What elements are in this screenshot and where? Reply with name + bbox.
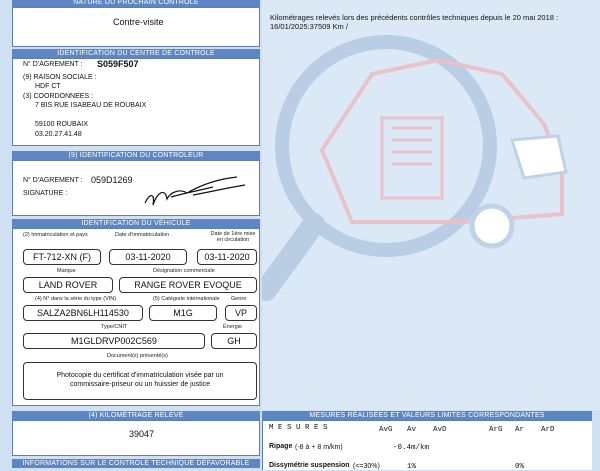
docs-line2: commissaire-priseur ou un huissier de justice — [69, 381, 211, 388]
km-value: 39047 — [129, 429, 155, 439]
history-line2: 16/01/2025:37509 Km / — [270, 22, 348, 31]
col-avg: AvG — [379, 426, 393, 434]
centre-panel — [12, 58, 260, 146]
centre-agrement-value: S059F507 — [97, 59, 139, 69]
docs-label: Document(s) présenté(s) — [107, 353, 168, 359]
centre-raison-label: (9) RAISON SOCIALE : — [23, 74, 97, 81]
controleur-agrement-value: 059D1269 — [91, 175, 133, 185]
nature-panel — [12, 7, 260, 47]
type-label: Type/CNIT — [101, 324, 128, 330]
controleur-agrement-label: N° D'AGREMENT : — [23, 177, 83, 184]
centre-phone: 03.20.27.41.48 — [35, 131, 82, 138]
history-line1: Kilométrages relevés lors des précédents contrôles techniques depuis le 20 mai 2018 : — [270, 13, 559, 22]
marque-field: LAND ROVER — [23, 277, 113, 293]
ripage-value: -0.4m/km — [393, 444, 430, 452]
genre-label: Genre — [231, 296, 247, 302]
energie-label: Énergie — [223, 324, 242, 330]
date-first-field: 03-11-2020 — [197, 249, 257, 265]
centre-address1: 7 BIS RUE ISABEAU DE ROUBAIX — [35, 102, 147, 109]
history-panel — [262, 0, 600, 410]
cat-label: (5) Catégorie internationale — [153, 296, 220, 302]
immat-label: (2) Immatriculation et pays — [23, 232, 88, 238]
centre-address2: 59100 ROUBAIX — [35, 121, 88, 128]
dissym-label: Dissymétrie suspension — [269, 462, 350, 469]
nature-value: Contre-visite — [113, 17, 164, 27]
nature-header: NATURE DU PROCHAIN CONTROLE — [12, 0, 260, 7]
centre-header: IDENTIFICATION DU CENTRE DE CONTROLE — [12, 49, 260, 58]
immat-field: FT-712-XN (F) — [23, 249, 101, 265]
dissym-av: 1% — [407, 463, 417, 471]
ripage-range: (-8 à + 8 m/km) — [295, 444, 343, 451]
mesures-title: M E S U R E S — [269, 424, 328, 432]
col-arg: ArG — [489, 426, 503, 434]
centre-raison-value: HDF CT — [35, 83, 61, 90]
vehicule-header: IDENTIFICATION DU VÉHICULE — [12, 219, 260, 228]
centre-agrement-label: N° D'AGREMENT : — [23, 61, 83, 68]
signature-image — [141, 173, 251, 209]
col-ar: Ar — [515, 426, 525, 434]
controleur-header: (9) IDENTIFICATION DU CONTROLEUR — [12, 151, 260, 160]
date-immat-label: Date d'immatriculation — [115, 232, 170, 238]
km-panel — [12, 420, 260, 456]
designation-field: RANGE ROVER EVOQUE — [119, 277, 257, 293]
dissym-ar: 0% — [515, 463, 525, 471]
mesures-header: MESURES RÉALISÉES ET VALEURS LIMITES CORRESPONDANTES — [262, 411, 592, 420]
vehicule-panel — [12, 228, 260, 406]
watermark-car-magnifier — [262, 0, 600, 410]
date-first-label: Date de 1ère mise en circulation — [210, 231, 256, 243]
docs-field — [23, 362, 257, 400]
docs-line1: Photocopie du certificat d'immatriculation visée par un — [56, 372, 224, 379]
marque-label: Marque — [57, 268, 76, 274]
dissym-range: (<=30%) — [353, 463, 380, 470]
mesures-panel — [262, 420, 592, 470]
vin-label: (4) N° dans la série du type (VIN) — [35, 296, 117, 302]
km-header: (4) KILOMÉTRAGE RELEVÉ — [12, 411, 260, 420]
energie-field: GH — [211, 333, 257, 349]
type-field: M1GLDRVP002C569 — [23, 333, 205, 349]
genre-field: VP — [225, 305, 257, 321]
col-avd: AvD — [433, 426, 447, 434]
col-ard: ArD — [541, 426, 555, 434]
ripage-label: Ripage — [269, 443, 293, 450]
cat-field: M1G — [149, 305, 217, 321]
defavorable-header: INFORMATIONS SUR LE CONTROLE TECHNIQUE DÉFAVORABLE — [12, 459, 260, 468]
centre-coord-label: (3) COORDONNEES : — [23, 93, 94, 100]
vin-field: SALZA2BN6LH114530 — [23, 305, 143, 321]
controleur-panel — [12, 160, 260, 216]
controleur-signature-label: SIGNATURE : — [23, 190, 68, 197]
designation-label: Désignation commerciale — [153, 268, 215, 274]
date-immat-field: 03-11-2020 — [109, 249, 187, 265]
col-av: Av — [407, 426, 417, 434]
